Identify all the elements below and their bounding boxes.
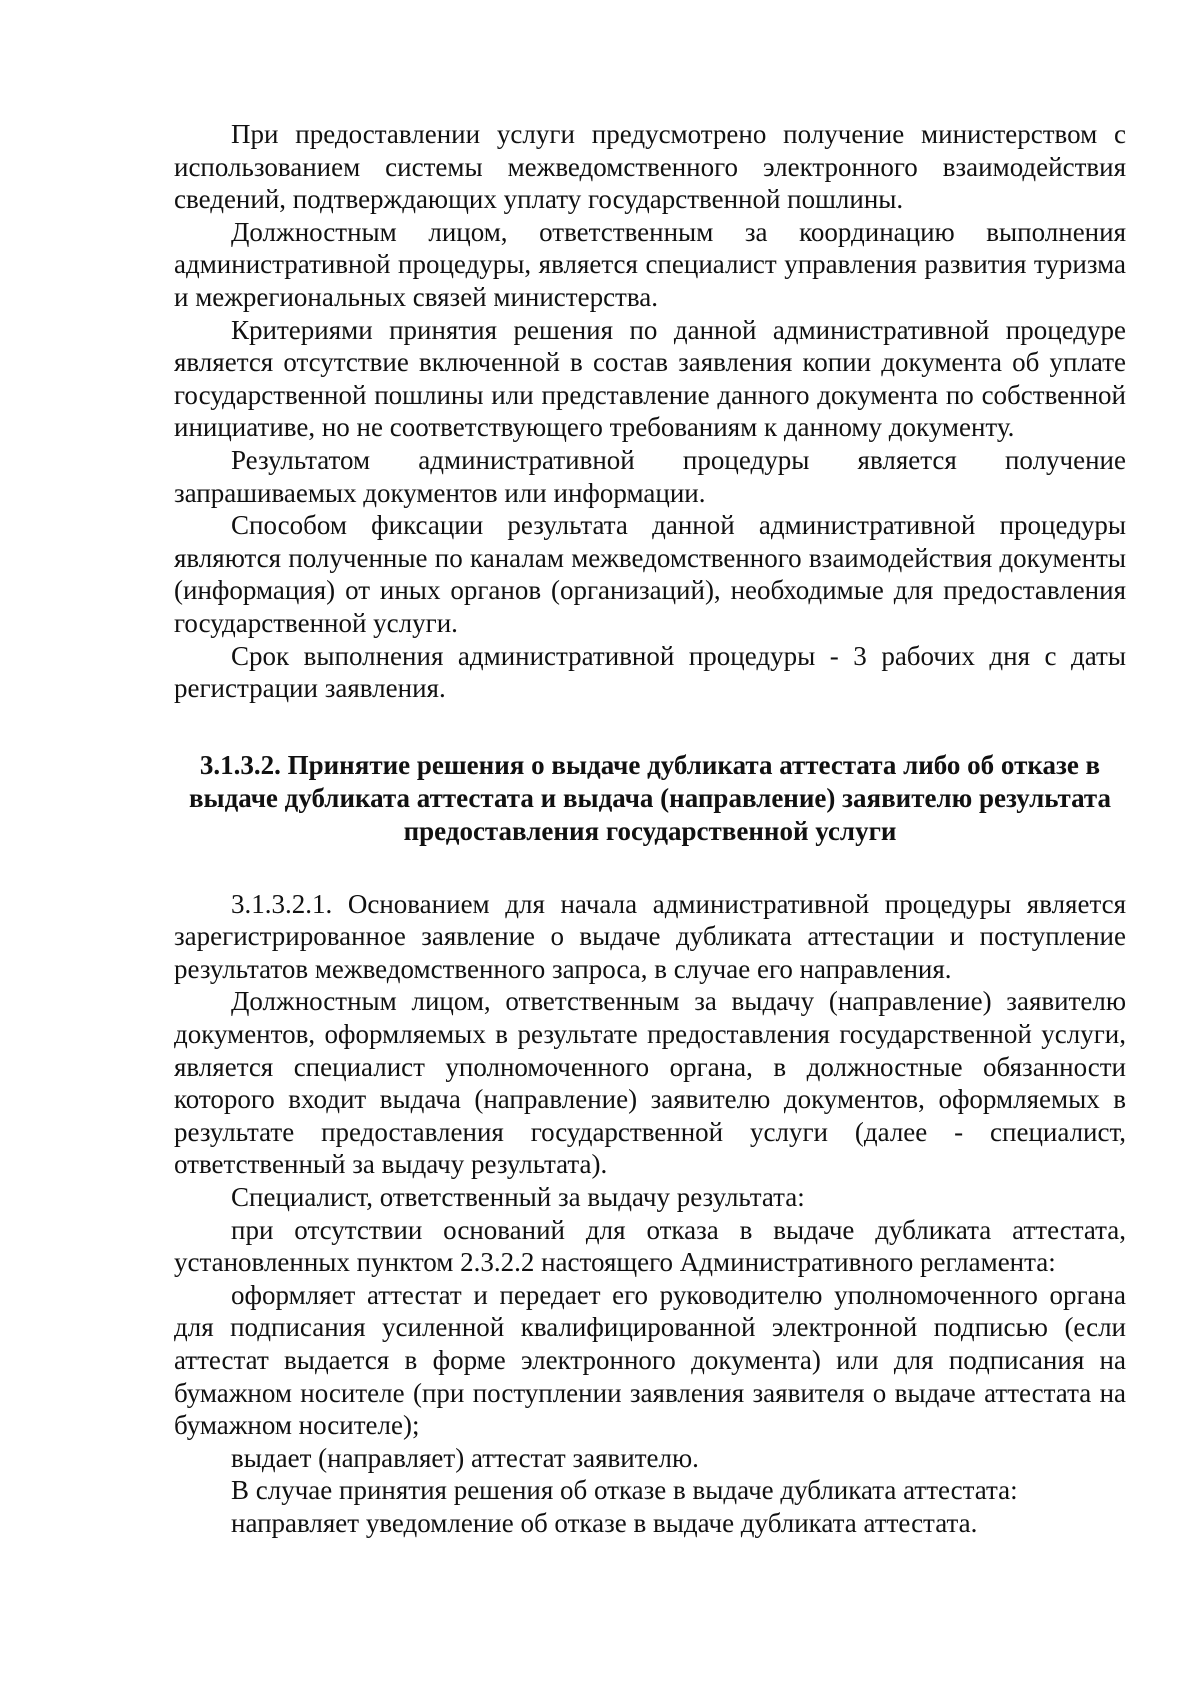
paragraph-specialist-intro: Специалист, ответственный за выдачу результата: [231,1182,805,1213]
spacer-before-heading [174,705,1126,749]
paragraph-procedure-basis: 3.1.3.2.1. Основанием для начала административной процедуры является зарегистрированное заявление о выдаче дубликата аттестации и поступление результатов межведомственного запроса, в случае его направления. [174,888,1126,984]
document-page [174,118,1126,1540]
paragraph-prepare-certificate: оформляет аттестат и передает его руководителю уполномоченного органа для подписания усиленной квалифицированной электронной подписью (если аттестат выдается в форме электронного документа) или для подписания на бумажном носителе (при поступлении заявления заявителя о выдаче аттестата на бумажном носителе); [174,1279,1126,1441]
paragraph-result-fixation: Способом фиксации результата данной административной процедуры являются полученные по каналам межведомственного взаимодействия документы (информация) от иных органов (организаций), необходимые для предоставления государственной услуги. [174,510,1126,638]
paragraph-decision-criteria: Критериями принятия решения по данной административной процедуре является отсутствие включенной в состав заявления копии документа об уплате государственной пошлины или представление данного документа по собственной инициативе, но не соответствующего требованиям к данному документу. [174,314,1126,443]
paragraph-procedure-result: Результатом административной процедуры является получение запрашиваемых документов или информации. [174,444,1126,508]
paragraph-responsible-issuance: Должностным лицом, ответственным за выдачу (направление) заявителю документов, оформляемых в результате предоставления государственной услуги, является специалист уполномоченного органа, в должностные обязанности которого входит выдача (направление) заявителю документов, оформляемых в результате предоставления государственной услуги (далее - специалист, ответственный за выдачу результата). [174,986,1126,1180]
paragraph-no-refusal-grounds: при отсутствии оснований для отказа в выдаче дубликата аттестата, установленных пунктом 2.3.2.2 настоящего Административного регламента: [174,1214,1126,1278]
paragraph-refusal-case: В случае принятия решения об отказе в выдаче дубликата аттестата: [231,1475,1018,1506]
spacer-after-heading [174,848,1126,888]
paragraph-responsible-coordination: Должностным лицом, ответственным за координацию выполнения административной процедуры, является специалист управления развития туризма и межрегиональных связей министерства. [174,216,1126,312]
paragraph-refusal-notice: направляет уведомление об отказе в выдаче дубликата аттестата. [231,1507,978,1538]
paragraph-service-provision: При предоставлении услуги предусмотрено получение министерством с использованием системы межведомственного электронного взаимодействия сведений, подтверждающих уплату государственной пошлины. [174,119,1126,215]
paragraph-procedure-term: Срок выполнения административной процедуры - 3 рабочих дня с даты регистрации заявления. [174,640,1126,704]
paragraph-issue-certificate: выдает (направляет) аттестат заявителю. [231,1442,699,1473]
section-heading: 3.1.3.2. Принятие решения о выдаче дубликата аттестата либо об отказе в выдаче дубликата аттестата и выдача (направление) заявителю результата предоставления государственной услуги [188,749,1112,846]
